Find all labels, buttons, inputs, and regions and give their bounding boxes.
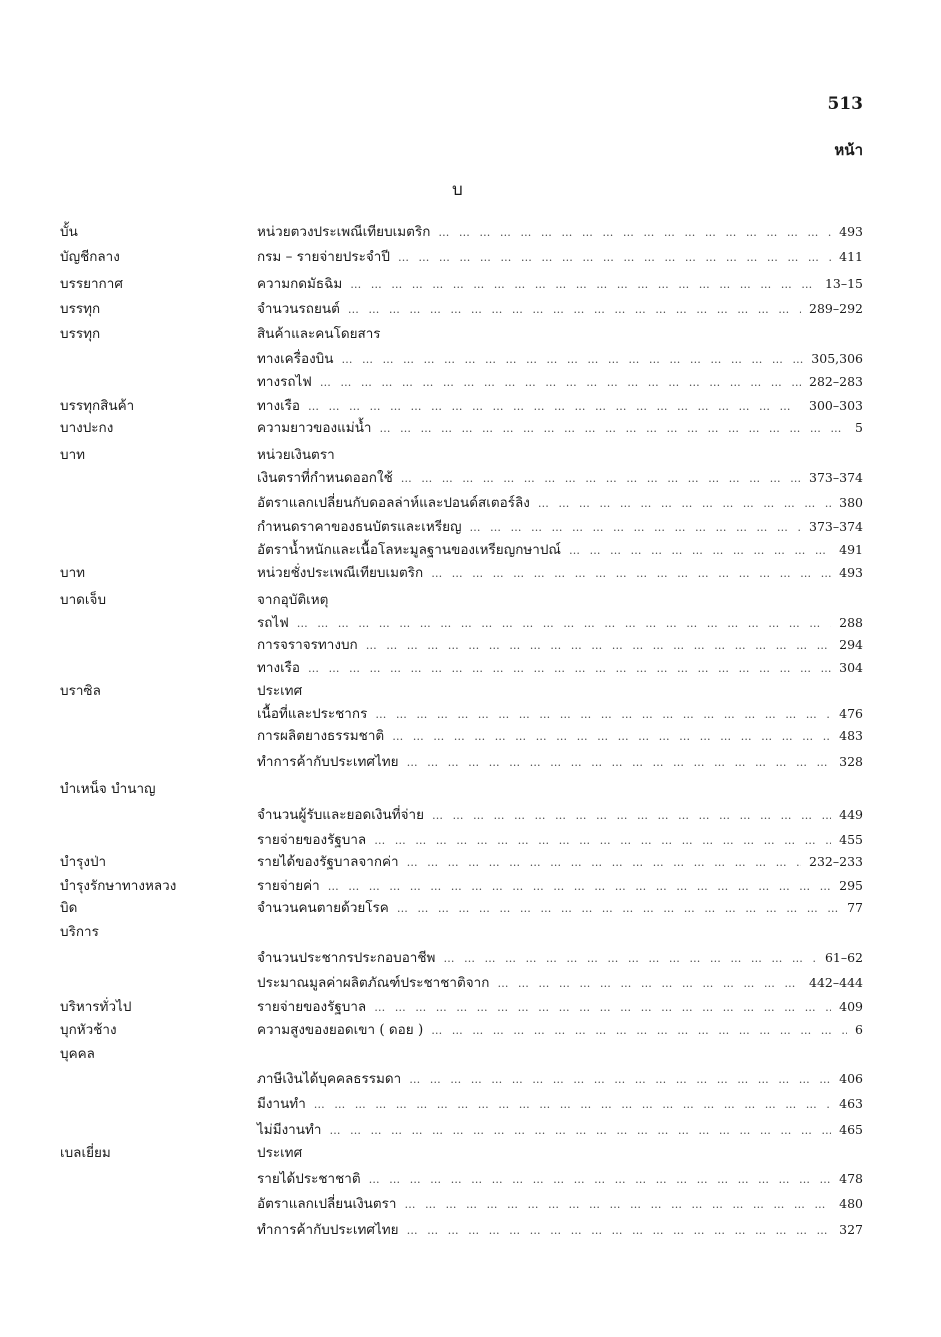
index-row <box>0 245 941 267</box>
subentry-label: ทำการค้ากับประเทศไทย <box>257 1222 399 1238</box>
index-term: บรรทุก <box>60 326 101 342</box>
subentry-label: จำนวนรถยนต์ <box>257 301 340 317</box>
index-row <box>0 1192 941 1214</box>
dot-leader <box>308 662 831 675</box>
dot-leader <box>569 544 831 557</box>
index-subentry <box>257 803 863 825</box>
index-subentry <box>257 874 863 896</box>
index-subentry <box>257 1092 863 1114</box>
index-subentry <box>257 588 863 610</box>
index-subentry <box>257 1067 863 1089</box>
index-row <box>0 297 941 319</box>
subentry-label: รถไฟ <box>257 615 289 631</box>
subentry-label: ความกดมัธฉิม <box>257 276 343 292</box>
index-row <box>0 561 941 583</box>
subentry-label: อัตราแลกเปลี่ยนเงินตรา <box>257 1196 397 1212</box>
subentry-label: อัตราแลกเปลี่ยนกับดอลล่าห์และปอนด์สเตอร์ลิง <box>257 495 530 511</box>
index-subentry <box>257 633 863 655</box>
index-row <box>0 538 941 560</box>
index-row <box>0 272 941 294</box>
page-reference: 463 <box>839 1096 863 1111</box>
page-reference: 300–303 <box>809 398 863 413</box>
index-row <box>0 656 941 678</box>
index-subentry <box>257 1192 863 1214</box>
section-letter: บ <box>452 180 463 200</box>
page-reference: 409 <box>839 999 863 1014</box>
dot-leader <box>392 730 831 743</box>
page-reference: 232–233 <box>809 854 863 869</box>
page-reference: 289–292 <box>809 301 863 316</box>
index-row <box>0 896 941 918</box>
subentry-label: กรม – รายจ่ายประจำปี <box>257 249 390 265</box>
index-subentry <box>257 561 863 583</box>
page-reference: 476 <box>839 706 863 721</box>
index-row <box>0 322 941 344</box>
page-reference: 493 <box>839 224 863 239</box>
dot-leader <box>401 472 801 485</box>
index-subentry <box>257 245 863 267</box>
index-term: บำเหน็จ บำนาญ <box>60 781 156 797</box>
index-row <box>0 1042 941 1064</box>
dot-leader <box>431 567 831 580</box>
dot-leader <box>407 756 832 769</box>
index-subentry <box>257 850 863 872</box>
subentry-label: การจราจรทางบก <box>257 637 358 653</box>
index-subentry <box>257 679 863 701</box>
index-subentry <box>257 347 863 369</box>
index-term: บาท <box>60 565 86 581</box>
page-reference: 478 <box>839 1171 863 1186</box>
index-row <box>0 803 941 825</box>
index-subentry <box>257 297 863 319</box>
index-row <box>0 466 941 488</box>
index-row <box>0 633 941 655</box>
index-subentry <box>257 750 863 772</box>
index-term: บรรทุกสินค้า <box>60 398 135 414</box>
index-subentry <box>257 971 863 993</box>
index-row <box>0 611 941 633</box>
subentry-label: รายได้ประชาชาติ <box>257 1171 361 1187</box>
dot-leader <box>374 834 831 847</box>
index-row <box>0 971 941 993</box>
page-reference: 406 <box>839 1071 863 1086</box>
index-row <box>0 515 941 537</box>
dot-leader <box>348 303 801 316</box>
index-row <box>0 1092 941 1114</box>
index-row <box>0 1067 941 1089</box>
dot-leader <box>538 497 831 510</box>
index-row <box>0 1167 941 1189</box>
page-reference: 295 <box>839 878 863 893</box>
index-row <box>0 1141 941 1163</box>
subentry-label: ทางเรือ <box>257 660 301 676</box>
subentry-label: จำนวนประชากรประกอบอาชีพ <box>257 950 436 966</box>
index-subentry <box>257 1018 863 1040</box>
index-subentry <box>257 370 863 392</box>
dot-leader <box>341 353 803 366</box>
index-term: บิด <box>60 900 78 916</box>
index-row <box>0 370 941 392</box>
subentry-label: กำหนดราคาของธนบัตรและเหรียญ <box>257 519 462 535</box>
index-row <box>0 1018 941 1040</box>
column-header-page: หน้า <box>834 141 863 159</box>
index-row <box>0 491 941 513</box>
index-row <box>0 995 941 1017</box>
dot-leader <box>374 1001 831 1014</box>
index-subentry <box>257 724 863 746</box>
index-row <box>0 828 941 850</box>
index-subentry <box>257 1141 863 1163</box>
index-row <box>0 920 941 942</box>
subentry-label: ทำการค้ากับประเทศไทย <box>257 754 399 770</box>
dot-leader <box>297 617 831 630</box>
dot-leader <box>432 809 831 822</box>
index-row <box>0 724 941 746</box>
page-reference: 480 <box>839 1196 863 1211</box>
page-reference: 455 <box>839 832 863 847</box>
page-reference: 327 <box>839 1222 863 1237</box>
page-number: 513 <box>827 94 863 114</box>
page-reference: 373–374 <box>809 519 863 534</box>
index-term: บำรุงรักษาทางหลวง <box>60 878 177 894</box>
subentry-label: สินค้าและคนโดยสาร <box>257 326 381 342</box>
index-term: บราซิล <box>60 683 101 699</box>
dot-leader <box>314 1098 831 1111</box>
page-reference: 294 <box>839 637 863 652</box>
index-subentry <box>257 896 863 918</box>
subentry-label: รายจ่ายค่า <box>257 878 320 894</box>
page-reference: 493 <box>839 565 863 580</box>
subentry-label: ประเทศ <box>257 1145 303 1161</box>
index-row <box>0 946 941 968</box>
page-reference: 380 <box>839 495 863 510</box>
index-term: บาท <box>60 447 86 463</box>
subentry-label: ความสูงของยอดเขา ( ดอย ) <box>257 1022 424 1038</box>
index-term: บุคคล <box>60 1046 95 1062</box>
index-subentry <box>257 656 863 678</box>
index-subentry <box>257 538 863 560</box>
index-term: บริการ <box>60 924 99 940</box>
index-row <box>0 347 941 369</box>
dot-leader <box>375 708 831 721</box>
index-subentry <box>257 394 863 416</box>
subentry-label: การผลิตยางธรรมชาติ <box>257 728 385 744</box>
page-reference: 5 <box>855 420 863 435</box>
subentry-label: ประมาณมูลค่าผลิตภัณฑ์ประชาชาติจาก <box>257 975 490 991</box>
subentry-label: หน่วยตวงประเพณีเทียบเมตริก <box>257 224 431 240</box>
index-term: บรรทุก <box>60 301 101 317</box>
page-reference: 13–15 <box>824 276 863 291</box>
page-reference: 442–444 <box>809 975 863 990</box>
page-reference: 288 <box>839 615 863 630</box>
index-row <box>0 443 941 465</box>
subentry-label: มีงานทำ <box>257 1096 306 1112</box>
dot-leader <box>369 1173 832 1186</box>
dot-leader <box>407 1224 832 1237</box>
index-row <box>0 220 941 242</box>
subentry-label: ประเทศ <box>257 683 303 699</box>
dot-leader <box>438 226 831 239</box>
index-row <box>0 750 941 772</box>
dot-leader <box>404 1198 831 1211</box>
index-row <box>0 679 941 701</box>
dot-leader <box>329 1124 831 1137</box>
subentry-label: ทางเรือ <box>257 398 301 414</box>
dot-leader <box>398 251 831 264</box>
subentry-label: อัตราน้ำหนักและเนื้อโลหะมูลฐานของเหรียญกษาปณ์ <box>257 542 561 558</box>
subentry-label: จำนวนคนตายด้วยโรค <box>257 900 389 916</box>
page-reference: 6 <box>855 1022 863 1037</box>
dot-leader <box>497 977 801 990</box>
index-term: บางปะกง <box>60 420 114 436</box>
subentry-label: ความยาวของแม่น้ำ <box>257 420 372 436</box>
page-reference: 304 <box>839 660 863 675</box>
dot-leader <box>443 952 816 965</box>
index-subentry <box>257 611 863 633</box>
page-reference: 373–374 <box>809 470 863 485</box>
index-subentry <box>257 491 863 513</box>
index-subentry <box>257 995 863 1017</box>
index-row <box>0 1118 941 1140</box>
index-subentry <box>257 1218 863 1240</box>
index-subentry <box>257 946 863 968</box>
subentry-label: หน่วยชั่งประเพณีเทียบเมตริก <box>257 565 424 581</box>
index-subentry <box>257 220 863 242</box>
page-reference: 61–62 <box>824 950 863 965</box>
index-subentry <box>257 702 863 724</box>
subentry-label: ภาษีเงินได้บุคคลธรรมดา <box>257 1071 402 1087</box>
page-reference: 305,306 <box>811 351 863 366</box>
dot-leader <box>469 521 801 534</box>
index-term: บาดเจ็บ <box>60 592 107 608</box>
page-reference: 328 <box>839 754 863 769</box>
page-reference: 491 <box>839 542 863 557</box>
subentry-label: เนื้อที่และประชากร <box>257 706 368 722</box>
index-subentry <box>257 272 863 294</box>
dot-leader <box>380 422 848 435</box>
index-subentry <box>257 466 863 488</box>
dot-leader <box>308 400 801 413</box>
dot-leader <box>397 902 839 915</box>
subentry-label: รายจ่ายของรัฐบาล <box>257 999 367 1015</box>
subentry-label: หน่วยเงินตรา <box>257 447 335 463</box>
index-term: บุกหัวช้าง <box>60 1022 117 1038</box>
index-subentry <box>257 416 863 438</box>
page-reference: 465 <box>839 1122 863 1137</box>
index-subentry <box>257 443 863 465</box>
index-row <box>0 588 941 610</box>
index-row <box>0 1218 941 1240</box>
index-term: บรรยากาศ <box>60 276 123 292</box>
index-term: บัญชีกลาง <box>60 249 120 265</box>
index-subentry <box>257 515 863 537</box>
index-term: บั้น <box>60 224 78 240</box>
subentry-label: จำนวนผู้รับและยอดเงินที่จ่าย <box>257 807 425 823</box>
dot-leader <box>366 639 831 652</box>
index-term: บำรุงป่า <box>60 854 107 870</box>
subentry-label: ทางเครื่องบิน <box>257 351 334 367</box>
page-reference: 449 <box>839 807 863 822</box>
subentry-label: ทางรถไฟ <box>257 374 312 390</box>
subentry-label: ไม่มีงานทำ <box>257 1122 322 1138</box>
dot-leader <box>409 1073 831 1086</box>
dot-leader <box>431 1024 847 1037</box>
index-row <box>0 702 941 724</box>
dot-leader <box>320 376 801 389</box>
subentry-label: รายจ่ายของรัฐบาล <box>257 832 367 848</box>
index-subentry <box>257 322 863 344</box>
subentry-label: รายได้ของรัฐบาลจากค่า <box>257 854 399 870</box>
index-row <box>0 416 941 438</box>
page-reference: 77 <box>847 900 863 915</box>
index-term: บริหารทั่วไป <box>60 999 132 1015</box>
index-row <box>0 874 941 896</box>
index-subentry <box>257 1118 863 1140</box>
subentry-label: เงินตราที่กำหนดออกใช้ <box>257 470 393 486</box>
index-term: เบลเยี่ยม <box>60 1145 111 1161</box>
subentry-label: จากอุบัติเหตุ <box>257 592 329 608</box>
index-row <box>0 394 941 416</box>
index-row <box>0 777 941 799</box>
index-subentry <box>257 1167 863 1189</box>
page-reference: 411 <box>839 249 863 264</box>
dot-leader <box>407 856 801 869</box>
page-reference: 282–283 <box>809 374 863 389</box>
page-reference: 483 <box>839 728 863 743</box>
index-row <box>0 850 941 872</box>
dot-leader <box>328 880 831 893</box>
dot-leader <box>350 278 817 291</box>
index-subentry <box>257 828 863 850</box>
